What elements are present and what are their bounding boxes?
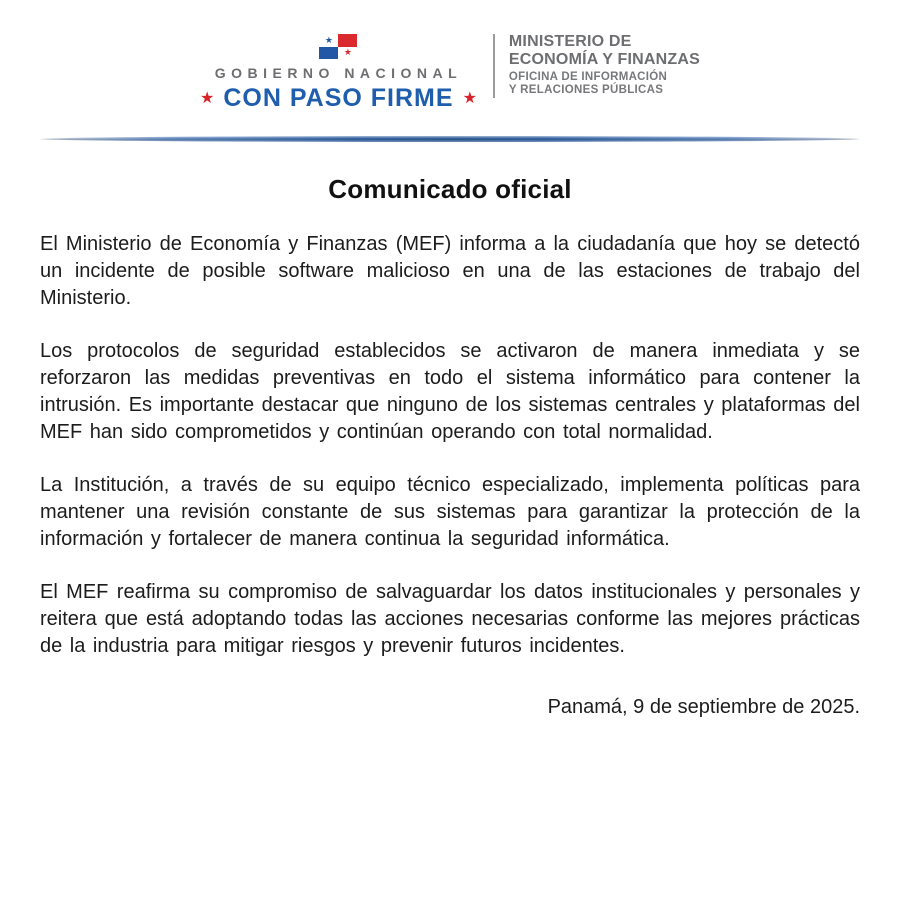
date-line: Panamá, 9 de septiembre de 2025. (547, 696, 860, 718)
national-government-logo (200, 30, 477, 113)
header-logos (0, 0, 900, 113)
office-line1: OFICINA DE INFORMACIÓN (508, 71, 668, 83)
page-title: Comunicado oficial (328, 174, 572, 204)
paragraph-4: El MEF reafirma su compromiso de salvaguardar los datos institucionales y personales y reitera que está adoptando todas las acciones necesarias conforme las mejores prácticas de la industria para mitigar riesgos y prevenir futuros incidentes. (40, 581, 860, 657)
slogan-line (200, 84, 477, 113)
ministry-name-line1: MINISTERIO DE (508, 33, 632, 50)
star-left-icon: ★ (200, 89, 215, 107)
panama-flag-icon (319, 34, 357, 59)
office-line2: Y RELACIONES PÚBLICAS (508, 83, 664, 96)
flag-blue-star-icon: ★ (324, 34, 333, 45)
communique-body (0, 142, 900, 719)
ministry-logo-text (509, 30, 700, 96)
paragraph-2: Los protocolos de seguridad establecidos se activaron de manera inmediata y se reforzaron las medidas preventivas en todo el sistema informático para contener la intrusión. Es importante destacar que ninguno de los sistemas centrales y plataformas del MEF han sido comprometidos y continúan operando con total normalidad. (40, 340, 860, 443)
ministry-name-line2: ECONOMÍA Y FINANZAS (508, 51, 700, 68)
flag-blue-quadrant (319, 47, 338, 60)
paragraph-3: La Institución, a través de su equipo técnico especializado, implementa políticas para mantener una revisión constante de sus sistemas para garantizar la protección de la información y fortalecer de manera continua la seguridad informática. (40, 474, 860, 550)
flag-red-star-icon: ★ (343, 47, 352, 58)
logo-divider (493, 34, 495, 98)
con-paso-firme-text: CON PASO FIRME (223, 84, 454, 112)
star-right-icon: ★ (462, 89, 477, 107)
flag-red-quadrant (338, 34, 357, 47)
gobierno-nacional-text: GOBIERNO NACIONAL (214, 65, 463, 81)
paragraph-1: El Ministerio de Economía y Finanzas (MEF) informa a la ciudadanía que hoy se detectó un incidente de posible software malicioso en una de las estaciones de trabajo del Ministerio. (40, 233, 860, 309)
